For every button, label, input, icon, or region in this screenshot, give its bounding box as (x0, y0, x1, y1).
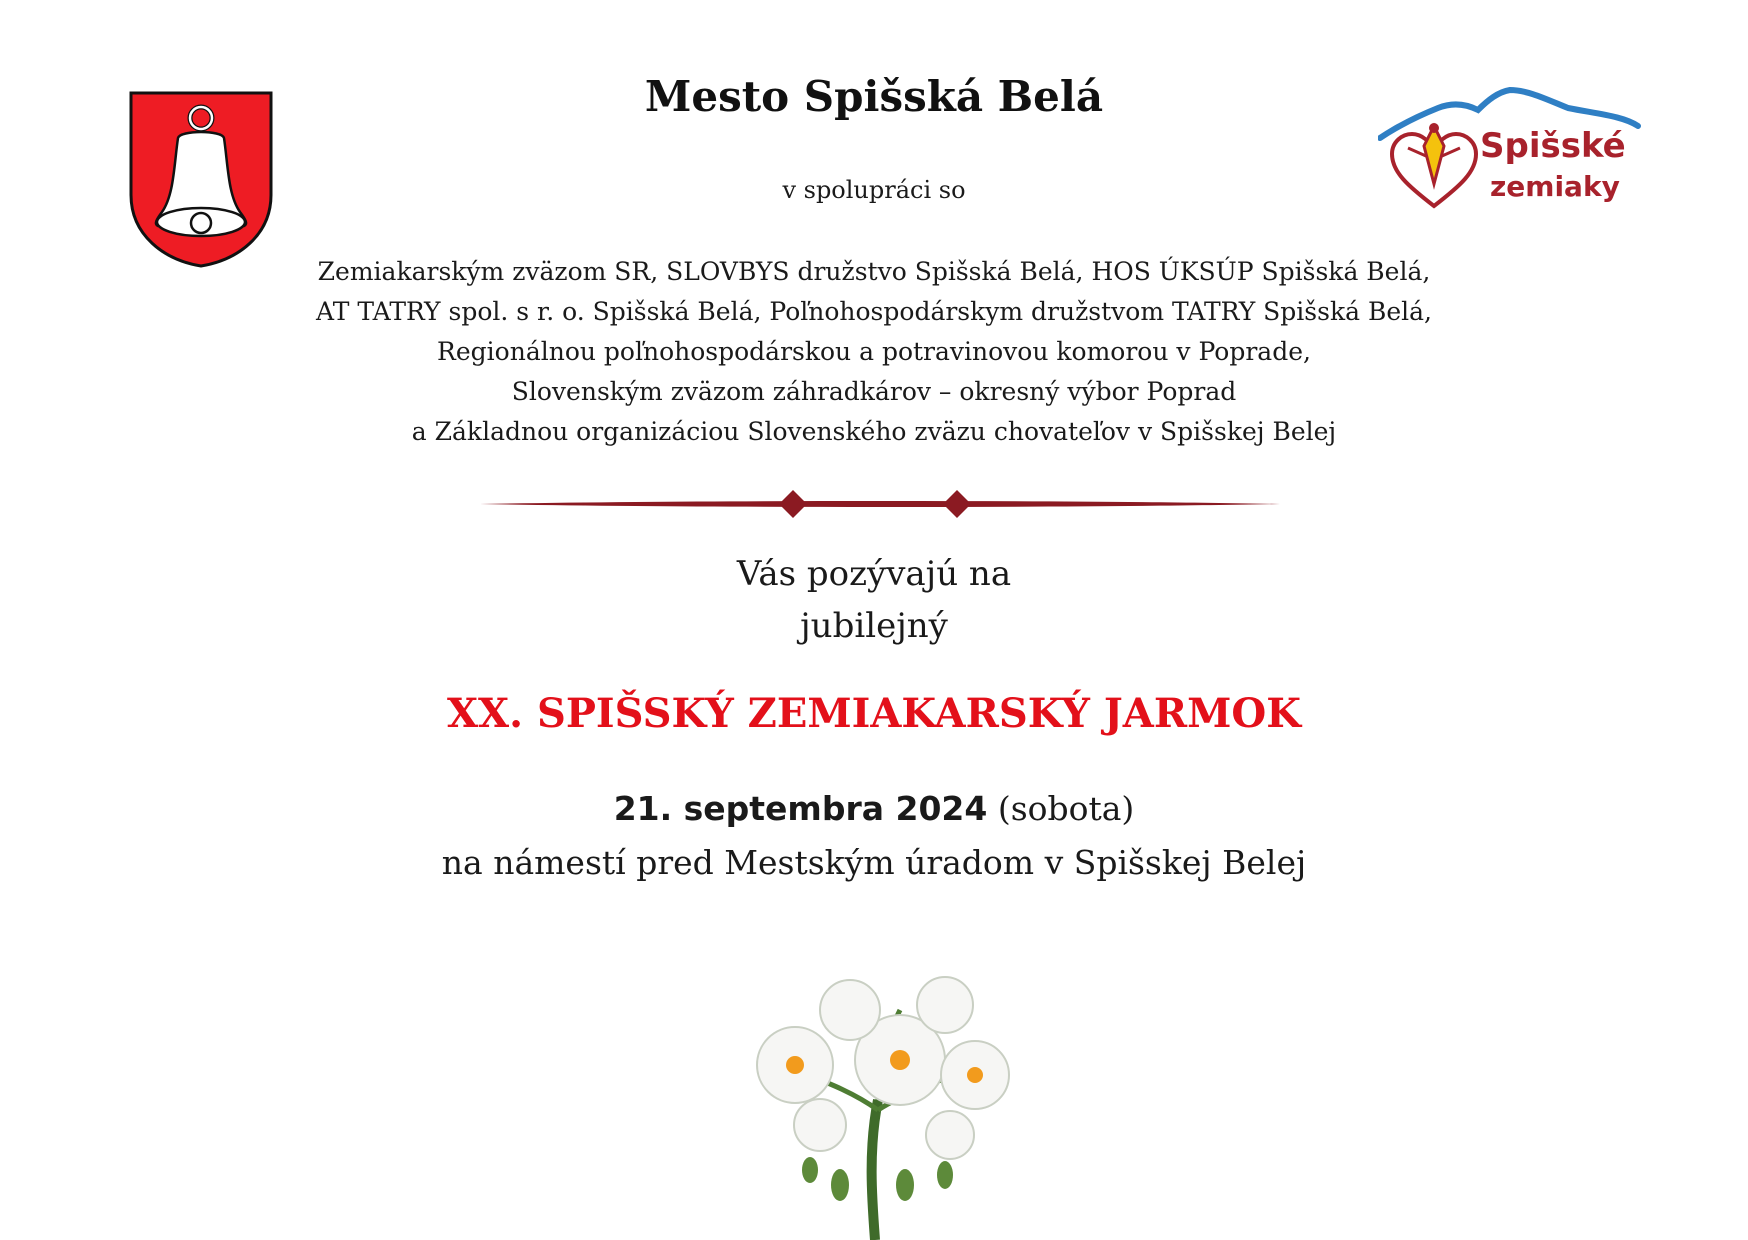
subtitle: v spolupráci so (782, 176, 966, 204)
potato-flower-image (700, 950, 1060, 1240)
event-date: 21. septembra 2024 (613, 789, 988, 828)
logo-text-spisske: Spišské (1480, 126, 1626, 166)
ornamental-divider (480, 489, 1280, 519)
logo-text-zemiaky: zemiaky (1490, 170, 1620, 203)
invitation-line-2: jubilejný (800, 606, 948, 646)
event-day: (sobota) (997, 789, 1135, 828)
partner-line: AT TATRY spol. s r. o. Spišská Belá, Poľnohospodárskym družstvom TATRY Spišská Belá, (316, 297, 1432, 326)
partners-list (0, 252, 1748, 452)
event-title: XX. SPIŠSKÝ ZEMIAKARSKÝ JARMOK (447, 690, 1301, 737)
event-date-row (0, 782, 1748, 836)
partner-line: Slovenským zväzom záhradkárov – okresný výbor Poprad (511, 377, 1237, 406)
page-title: Mesto Spišská Belá (644, 72, 1104, 121)
partner-line: Regionálnou poľnohospodárskou a potravinovou komorou v Poprade, (437, 337, 1311, 366)
invitation-text (0, 548, 1748, 652)
partner-line: Zemiakarským zväzom SR, SLOVBYS družstvo Spišská Belá, HOS ÚKSÚP Spišská Belá, (317, 257, 1431, 286)
event-place: na námestí pred Mestským úradom v Spišskej Belej (441, 843, 1307, 882)
invitation-line-1: Vás pozývajú na (736, 554, 1012, 594)
partner-line: a Základnou organizáciou Slovenského zväzu chovateľov v Spišskej Belej (411, 417, 1337, 446)
event-details (0, 782, 1748, 890)
